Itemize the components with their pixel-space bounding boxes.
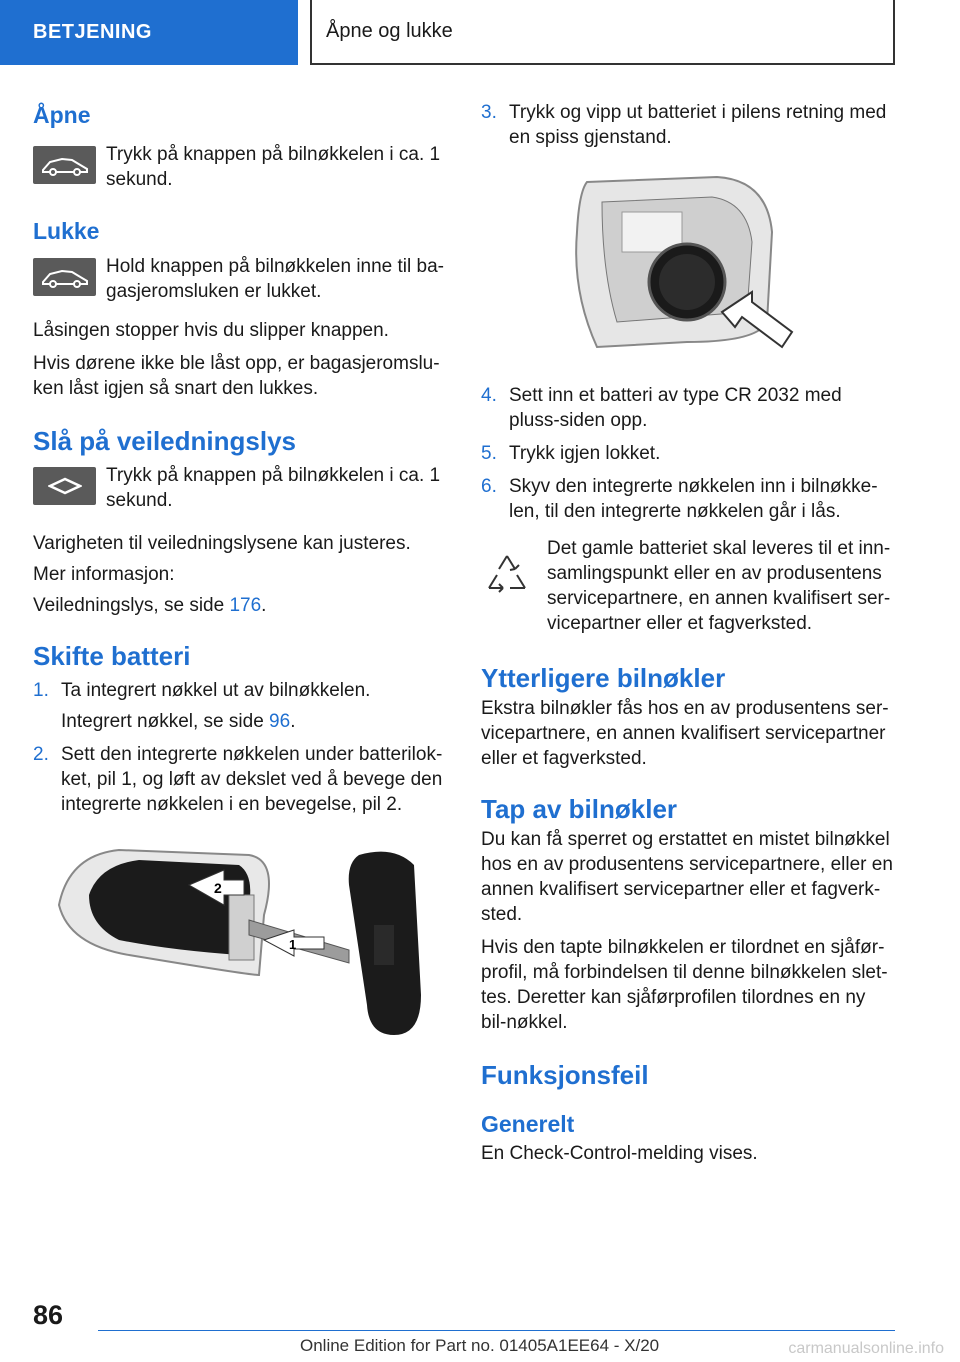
close-instruction xyxy=(33,254,445,304)
recycle-note xyxy=(481,536,893,636)
step-number: 5. xyxy=(481,443,497,464)
svg-text:2: 2 xyxy=(214,880,222,896)
step-text: Trykk igjen lokket. xyxy=(509,443,661,464)
right-column xyxy=(481,100,893,1166)
list-item-step-3 xyxy=(481,100,893,150)
page-number: 86 xyxy=(33,1300,64,1330)
step-number: 1. xyxy=(33,680,49,701)
malfunction-heading: Funksjonsfeil xyxy=(481,1060,649,1090)
list-item-step-1 xyxy=(33,678,445,734)
close-heading: Lukke xyxy=(33,218,100,244)
diamond-button-icon xyxy=(33,467,96,505)
close-text: Hold knappen på bilnøkkelen inne til ba-gasjeromsluken er lukket. xyxy=(106,256,444,302)
lost-keys-heading: Tap av bilnøkler xyxy=(481,794,678,824)
step-number: 3. xyxy=(481,102,497,123)
guide-reference: Veiledningslys, se side 176. xyxy=(33,595,267,616)
step-text: Sett inn et batteri av type CR 2032 med pluss-siden opp. xyxy=(509,385,842,431)
more-keys-heading: Ytterligere bilnøkler xyxy=(481,663,726,693)
step-text: Trykk og vipp ut batteriet i pilens retning med en spiss gjenstand. xyxy=(509,102,887,148)
step-reference: Integrert nøkkel, se side 96. xyxy=(61,711,296,732)
step-number: 4. xyxy=(481,385,497,406)
footer-edition: Online Edition for Part no. 01405A1EE64 - X/20 xyxy=(300,1336,660,1355)
battery-removal-illustration xyxy=(481,172,893,357)
section-label: BETJENING xyxy=(33,21,152,43)
footer-divider xyxy=(98,1330,895,1331)
open-text: Trykk på knappen på bilnøkkelen i ca. 1 sekund. xyxy=(106,144,441,190)
recycle-text: Det gamle batteriet skal leveres til et inn-samlingspunkt eller en av produsentens servicepartnere, en annen kvalifisert ser-vicepartner eller et fagverksted. xyxy=(547,538,891,634)
tailgate-button-icon xyxy=(33,146,96,184)
guide-reference-text: Veiledningslys, se side xyxy=(33,595,225,616)
page-title-box xyxy=(310,0,895,65)
general-text: En Check-Control-melding vises. xyxy=(481,1143,758,1164)
lost-keys-paragraph-1: Du kan få sperret og erstattet en mistet bilnøkkel hos en av produsentens servicepartnere, eller en annen kvalifisert servicepartner eller et fagverk-sted. xyxy=(481,829,893,925)
list-item-step-2 xyxy=(33,742,445,817)
battery-heading: Skifte batteri xyxy=(33,641,191,671)
more-keys-text: Ekstra bilnøkler fås hos en av produsentens ser-vicepartnere, en annen kvalifisert servicepartner eller et fagverksted. xyxy=(481,698,889,769)
list-item-step-6 xyxy=(481,474,893,524)
page-title: Åpne og lukke xyxy=(326,20,453,42)
guide-light-text: Trykk på knappen på bilnøkkelen i ca. 1 sekund. xyxy=(106,465,441,511)
svg-text:1: 1 xyxy=(289,937,297,952)
key-disassembly-illustration xyxy=(33,845,445,1045)
guide-light-heading: Slå på veiledningslys xyxy=(33,426,296,456)
lost-keys-paragraph-2: Hvis den tapte bilnøkkelen er tilordnet en sjåfør-profil, må forbindelsen til denne bilnøkkelen slet-tes. Deretter kan sjåførprofilen tilordnes en ny bil-nøkkel. xyxy=(481,937,888,1033)
tailgate-button-icon xyxy=(33,258,96,296)
list-item-step-5 xyxy=(481,441,893,466)
step-text: Skyv den integrerte nøkkelen inn i bilnøkke-len, til den integrerte nøkkelen går i lås. xyxy=(509,476,878,522)
recycle-icon xyxy=(481,536,543,614)
guide-paragraph-1: Varigheten til veiledningslysene kan justeres. xyxy=(33,533,411,554)
guide-light-instruction xyxy=(33,463,445,513)
list-item-step-4 xyxy=(481,383,893,433)
step-text: Sett den integrerte nøkkelen under batterilok-ket, pil 1, og løft av dekslet ved å bevege den integrerte nøkkelen i en bevegelse, pil 2. xyxy=(61,744,443,815)
step-page-link[interactable]: 96 xyxy=(269,711,291,732)
guide-page-link[interactable]: 176 xyxy=(229,595,262,616)
general-heading: Generelt xyxy=(481,1111,575,1137)
close-paragraph-2: Hvis dørene ikke ble låst opp, er bagasjeromslu-ken låst igjen så snart den lukkes. xyxy=(33,353,440,399)
left-column xyxy=(33,100,445,1045)
step-number: 6. xyxy=(481,476,497,497)
open-heading: Åpne xyxy=(33,102,91,128)
close-paragraph-1: Låsingen stopper hvis du slipper knappen. xyxy=(33,320,389,341)
section-tab xyxy=(0,0,298,65)
step-text: Ta integrert nøkkel ut av bilnøkkelen. xyxy=(61,680,371,701)
guide-paragraph-2: Mer informasjon: xyxy=(33,564,175,585)
open-instruction xyxy=(33,142,445,192)
watermark: carmanualsonline.info xyxy=(788,1340,944,1357)
step-number: 2. xyxy=(33,744,49,765)
step-reference-text: Integrert nøkkel, se side xyxy=(61,711,264,732)
